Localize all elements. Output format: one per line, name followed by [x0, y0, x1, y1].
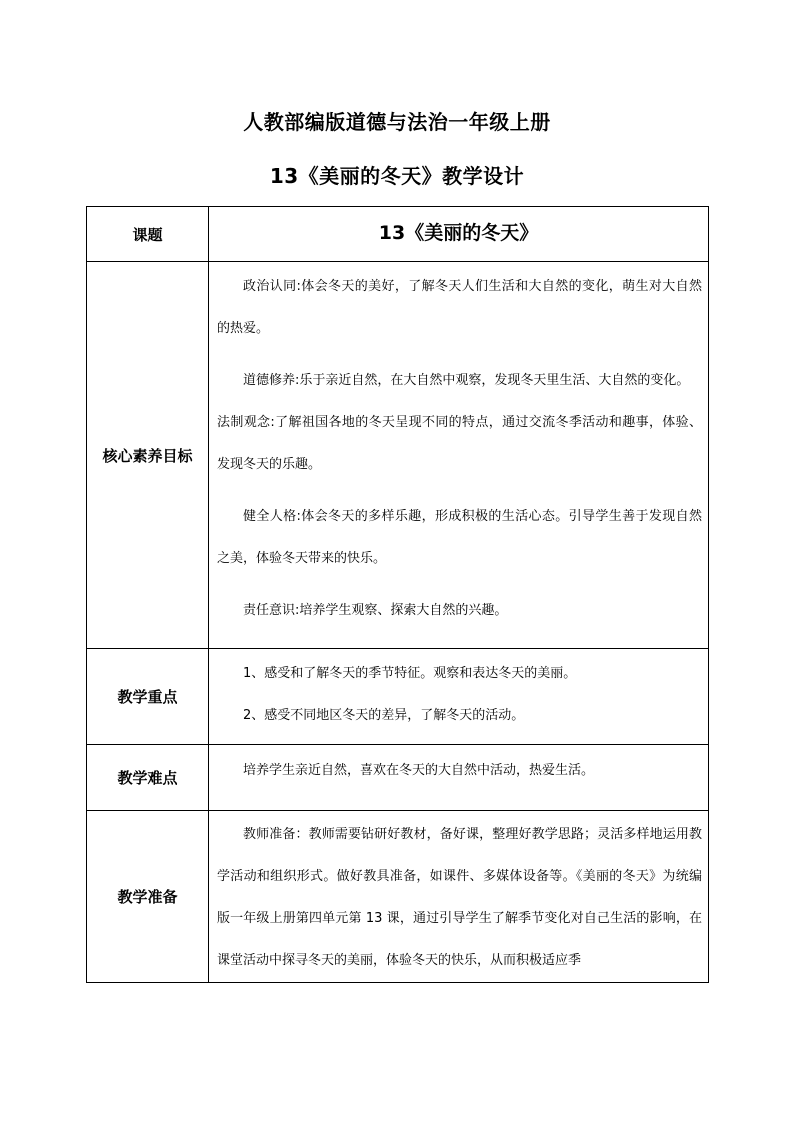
document-title: 人教部编版道德与法治一年级上册: [243, 110, 551, 134]
key-points-label: 教学重点: [87, 649, 209, 745]
difficulty-text: 培养学生亲近自然，喜欢在冬天的大自然中活动，热爱生活。: [243, 763, 595, 778]
subject-label: 课题: [87, 207, 209, 262]
table-row-core-goals: [87, 262, 709, 649]
subject-cell: [209, 207, 709, 262]
key-point-item: 1、感受和了解冬天的季节特征。观察和表达冬天的美丽。: [243, 666, 577, 681]
goal-moral: 道德修养:乐于亲近自然，在大自然中观察，发现冬天里生活、大自然的变化。: [243, 373, 690, 388]
goal-legal: 法制观念:了解祖国各地的冬天呈现不同的特点，通过交流冬季活动和趣事，体验、发现冬天的乐趣。: [217, 415, 702, 472]
subject-value: 13《美丽的冬天》: [378, 222, 539, 244]
document-subtitle: 13《美丽的冬天》教学设计: [269, 164, 525, 188]
difficulty-label: 教学难点: [87, 745, 209, 811]
table-row-preparation: [87, 811, 709, 983]
table-row-subject: [87, 207, 709, 262]
core-goals-cell: [209, 262, 709, 649]
table-row-difficulty: [87, 745, 709, 811]
goal-political: 政治认同:体会冬天的美好，了解冬天人们生活和大自然的变化，萌生对大自然的热爱。: [217, 279, 702, 336]
key-points-cell: [209, 649, 709, 745]
table-row-key-points: [87, 649, 709, 745]
preparation-text: 教师准备：教师需要钻研好教材，备好课，整理好教学思路；灵活多样地运用教学活动和组织形式。做好教具准备，如课件、多媒体设备等。《美丽的冬天》为统编版一年级上册第四单元第 13 课，通过引导学生了解季节变化对自己生活的影响，在课堂活动中探寻冬天的美丽，体验冬天的快乐，从而积极适应季: [217, 827, 702, 968]
preparation-cell: [209, 811, 709, 983]
lesson-plan-table: [86, 206, 709, 983]
preparation-label: 教学准备: [87, 811, 209, 983]
difficulty-cell: [209, 745, 709, 811]
key-point-item: 2、感受不同地区冬天的差异，了解冬天的活动。: [243, 708, 525, 723]
goal-personality: 健全人格:体会冬天的多样乐趣，形成积极的生活心态。引导学生善于发现自然之美，体验冬天带来的快乐。: [217, 509, 702, 566]
core-goals-label: 核心素养目标: [87, 262, 209, 649]
goal-responsibility: 责任意识:培养学生观察、探索大自然的兴趣。: [243, 603, 508, 618]
